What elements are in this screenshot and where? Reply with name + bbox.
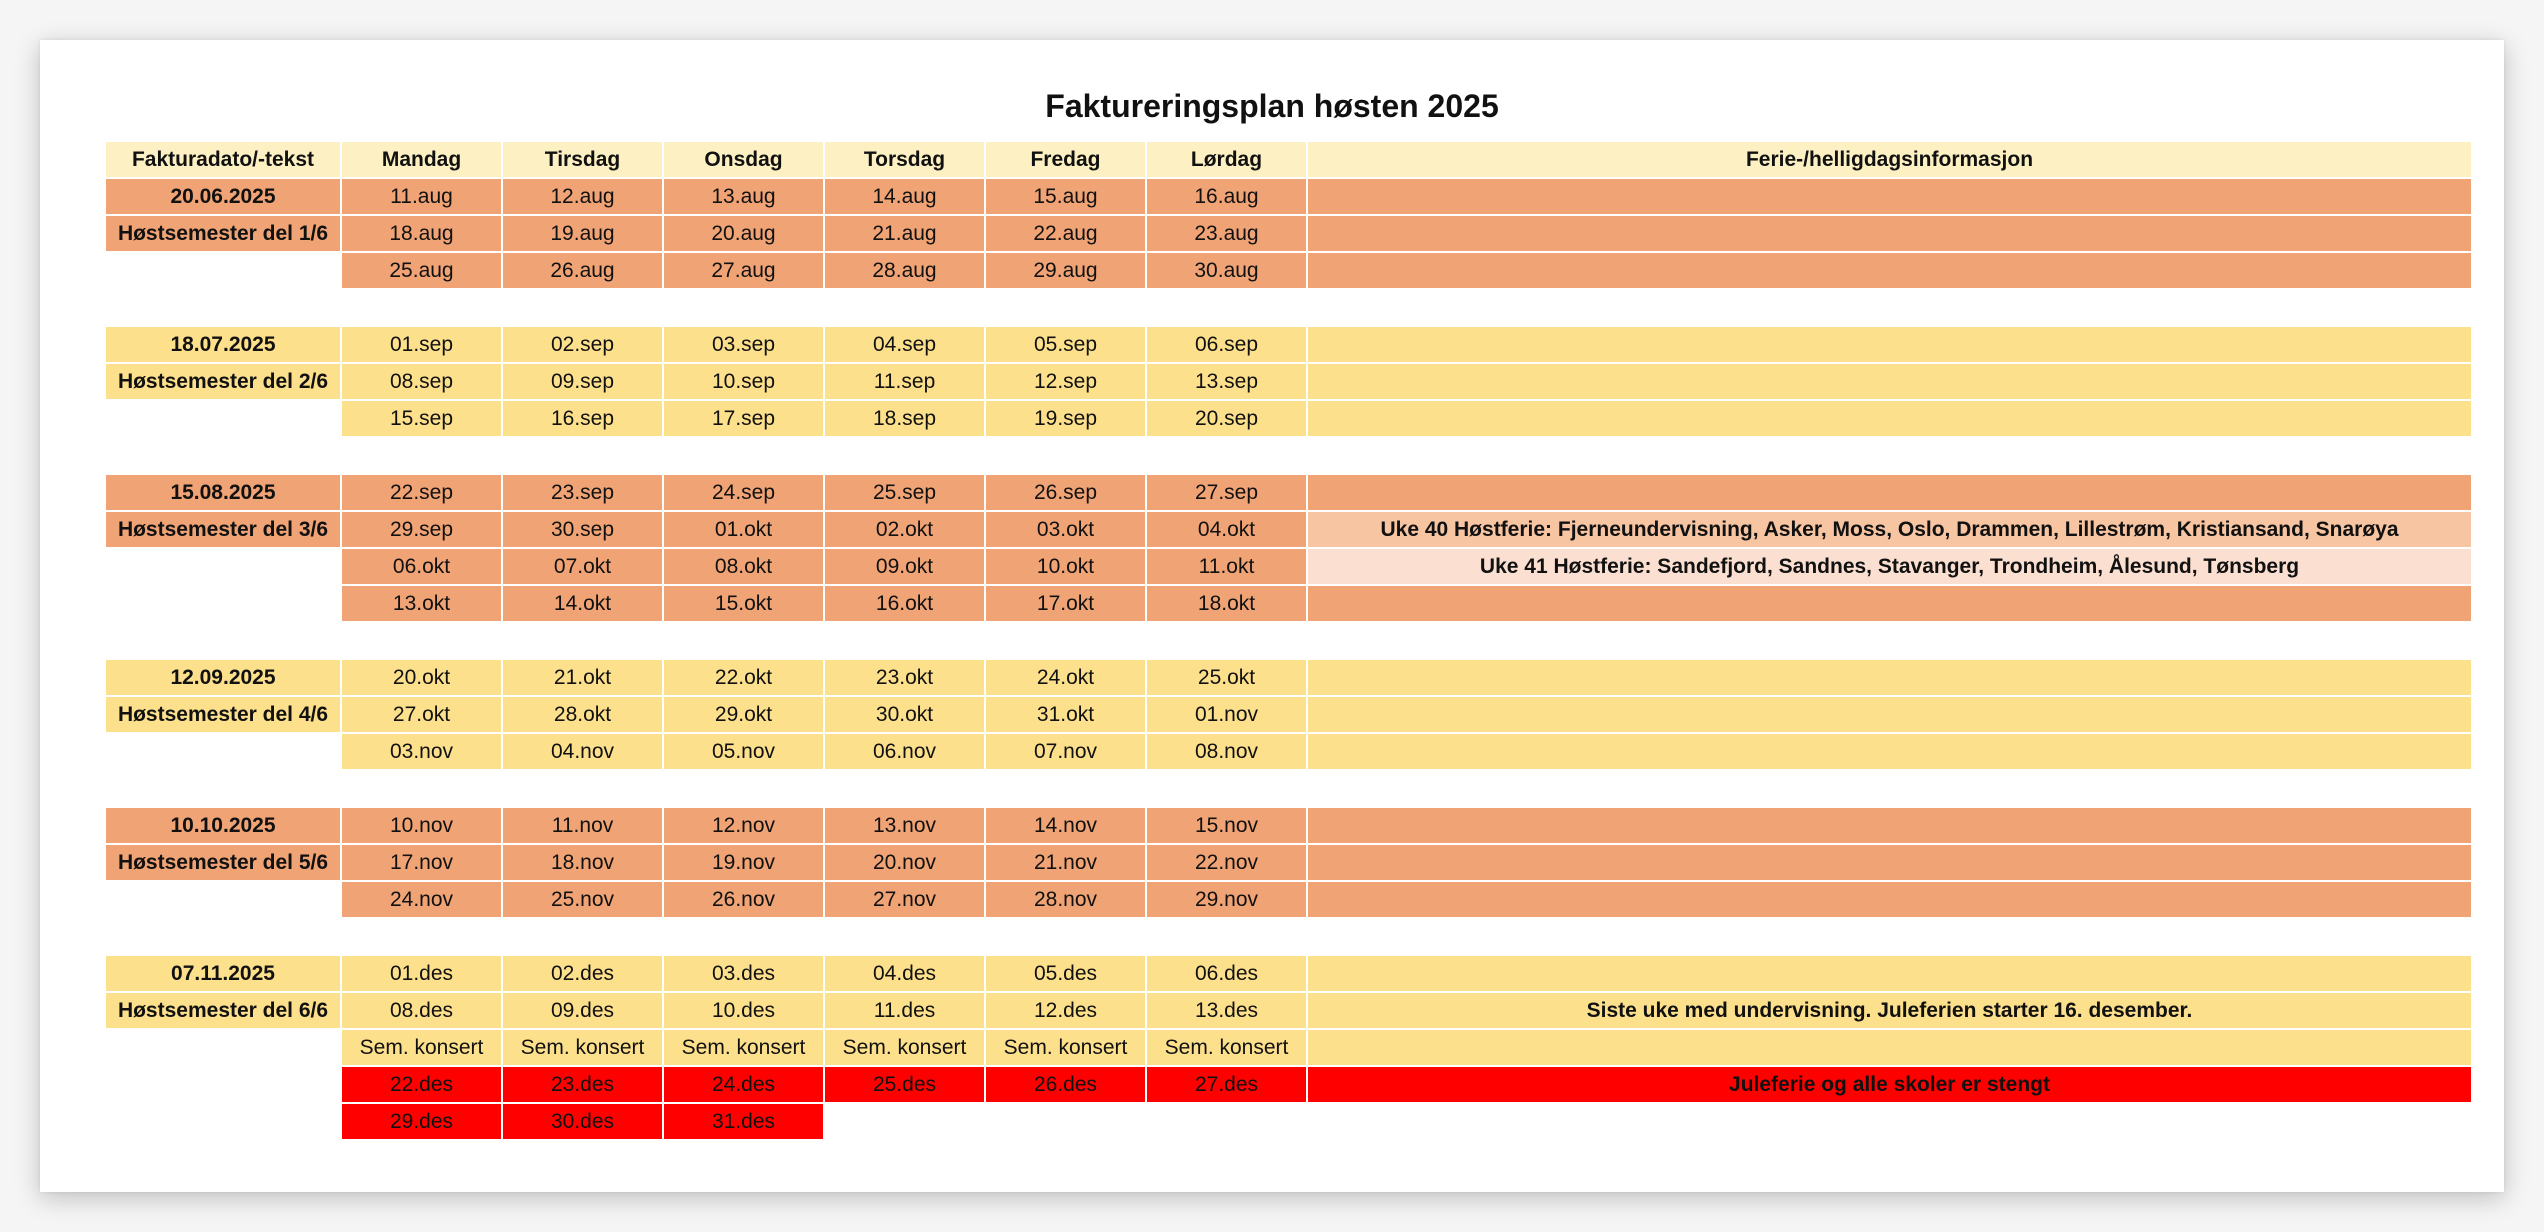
invoice-label bbox=[106, 586, 340, 621]
day-cell: 23.okt bbox=[825, 660, 984, 695]
group-spacer bbox=[106, 771, 340, 806]
day-cell: 20.nov bbox=[825, 845, 984, 880]
day-cell: 05.des bbox=[986, 956, 1145, 991]
day-cell: 01.okt bbox=[664, 512, 823, 547]
day-cell: 20.aug bbox=[664, 216, 823, 251]
day-cell: 29.nov bbox=[1147, 882, 1306, 917]
day-cell: 11.nov bbox=[503, 808, 662, 843]
day-cell: 26.aug bbox=[503, 253, 662, 288]
day-cell: 18.okt bbox=[1147, 586, 1306, 621]
holiday-info-cell bbox=[1308, 660, 2471, 695]
group-spacer bbox=[664, 438, 823, 473]
day-cell: 26.sep bbox=[986, 475, 1145, 510]
day-cell: 10.nov bbox=[342, 808, 501, 843]
group-spacer bbox=[342, 290, 501, 325]
day-cell: 24.okt bbox=[986, 660, 1145, 695]
group-spacer bbox=[825, 438, 984, 473]
day-cell: 03.des bbox=[664, 956, 823, 991]
day-cell: 12.des bbox=[986, 993, 1145, 1028]
group-spacer bbox=[664, 623, 823, 658]
day-cell: 30.sep bbox=[503, 512, 662, 547]
day-cell: 07.nov bbox=[986, 734, 1145, 769]
holiday-info-cell bbox=[1308, 327, 2471, 362]
day-cell: 19.aug bbox=[503, 216, 662, 251]
invoice-label: 20.06.2025 bbox=[106, 179, 340, 214]
day-cell: 04.okt bbox=[1147, 512, 1306, 547]
day-cell: 30.aug bbox=[1147, 253, 1306, 288]
group-spacer bbox=[1308, 438, 2471, 473]
column-header: Tirsdag bbox=[503, 142, 662, 177]
holiday-info-cell bbox=[1308, 179, 2471, 214]
day-cell: 31.des bbox=[664, 1104, 823, 1139]
invoice-label: Høstsemester del 2/6 bbox=[106, 364, 340, 399]
day-cell: 03.okt bbox=[986, 512, 1145, 547]
holiday-info-cell bbox=[1308, 1030, 2471, 1065]
day-cell: 14.okt bbox=[503, 586, 662, 621]
day-cell: 02.sep bbox=[503, 327, 662, 362]
day-cell: 26.nov bbox=[664, 882, 823, 917]
invoice-label bbox=[106, 1067, 340, 1102]
day-cell: 25.sep bbox=[825, 475, 984, 510]
column-header: Torsdag bbox=[825, 142, 984, 177]
day-cell: 27.okt bbox=[342, 697, 501, 732]
group-spacer bbox=[1147, 623, 1306, 658]
holiday-info-cell bbox=[1308, 401, 2471, 436]
day-cell: Sem. konsert bbox=[986, 1030, 1145, 1065]
day-cell: 11.des bbox=[825, 993, 984, 1028]
holiday-info-cell bbox=[1308, 364, 2471, 399]
invoice-label bbox=[106, 1104, 340, 1139]
holiday-info-cell: Juleferie og alle skoler er stengt bbox=[1308, 1067, 2471, 1102]
column-header: Fakturadato/-tekst bbox=[106, 142, 340, 177]
page-title: Faktureringsplan høsten 2025 bbox=[1045, 88, 1499, 124]
day-cell: 12.sep bbox=[986, 364, 1145, 399]
day-cell: 10.okt bbox=[986, 549, 1145, 584]
day-cell: Sem. konsert bbox=[825, 1030, 984, 1065]
day-cell: 27.aug bbox=[664, 253, 823, 288]
day-cell: 16.aug bbox=[1147, 179, 1306, 214]
holiday-info-cell bbox=[1308, 216, 2471, 251]
day-cell: 13.aug bbox=[664, 179, 823, 214]
column-header: Ferie-/helligdagsinformasjon bbox=[1308, 142, 2471, 177]
day-cell: 08.nov bbox=[1147, 734, 1306, 769]
holiday-info-cell bbox=[1308, 253, 2471, 288]
day-cell: 29.sep bbox=[342, 512, 501, 547]
group-spacer bbox=[1147, 438, 1306, 473]
group-spacer bbox=[825, 919, 984, 954]
day-cell: 08.okt bbox=[664, 549, 823, 584]
group-spacer bbox=[986, 623, 1145, 658]
invoice-label bbox=[106, 549, 340, 584]
day-cell: 22.okt bbox=[664, 660, 823, 695]
day-cell: Sem. konsert bbox=[664, 1030, 823, 1065]
day-cell: 05.nov bbox=[664, 734, 823, 769]
billing-schedule-table bbox=[106, 142, 2471, 1139]
holiday-info-cell: Uke 41 Høstferie: Sandefjord, Sandnes, Stavanger, Trondheim, Ålesund, Tønsberg bbox=[1308, 549, 2471, 584]
invoice-label: 15.08.2025 bbox=[106, 475, 340, 510]
holiday-info-cell bbox=[1308, 586, 2471, 621]
day-cell: 17.sep bbox=[664, 401, 823, 436]
group-spacer bbox=[825, 623, 984, 658]
group-spacer bbox=[825, 290, 984, 325]
invoice-label: 18.07.2025 bbox=[106, 327, 340, 362]
day-cell: 21.okt bbox=[503, 660, 662, 695]
day-cell: 24.nov bbox=[342, 882, 501, 917]
group-spacer bbox=[503, 438, 662, 473]
day-cell: 22.nov bbox=[1147, 845, 1306, 880]
day-cell: 06.okt bbox=[342, 549, 501, 584]
day-cell: Sem. konsert bbox=[503, 1030, 662, 1065]
holiday-info-cell: Siste uke med undervisning. Juleferien starter 16. desember. bbox=[1308, 993, 2471, 1028]
day-cell: 21.aug bbox=[825, 216, 984, 251]
group-spacer bbox=[503, 623, 662, 658]
day-cell: 08.des bbox=[342, 993, 501, 1028]
group-spacer bbox=[503, 919, 662, 954]
day-cell: 27.nov bbox=[825, 882, 984, 917]
group-spacer bbox=[342, 623, 501, 658]
day-cell: 18.aug bbox=[342, 216, 501, 251]
group-spacer bbox=[106, 919, 340, 954]
day-cell: 13.sep bbox=[1147, 364, 1306, 399]
day-cell: 25.aug bbox=[342, 253, 501, 288]
day-cell: 30.okt bbox=[825, 697, 984, 732]
invoice-label: Høstsemester del 4/6 bbox=[106, 697, 340, 732]
day-cell: 15.okt bbox=[664, 586, 823, 621]
day-cell: 17.nov bbox=[342, 845, 501, 880]
day-cell: 03.sep bbox=[664, 327, 823, 362]
group-spacer bbox=[986, 771, 1145, 806]
day-cell: 06.nov bbox=[825, 734, 984, 769]
column-header: Onsdag bbox=[664, 142, 823, 177]
day-cell: 22.aug bbox=[986, 216, 1145, 251]
group-spacer bbox=[986, 919, 1145, 954]
day-cell: 05.sep bbox=[986, 327, 1145, 362]
day-cell: 13.des bbox=[1147, 993, 1306, 1028]
day-cell: 12.nov bbox=[664, 808, 823, 843]
day-cell bbox=[825, 1104, 984, 1139]
day-cell: 07.okt bbox=[503, 549, 662, 584]
day-cell: 18.nov bbox=[503, 845, 662, 880]
day-cell: 29.aug bbox=[986, 253, 1145, 288]
day-cell: 06.des bbox=[1147, 956, 1306, 991]
holiday-info-cell bbox=[1308, 697, 2471, 732]
group-spacer bbox=[342, 438, 501, 473]
invoice-label bbox=[106, 734, 340, 769]
day-cell: 17.okt bbox=[986, 586, 1145, 621]
group-spacer bbox=[1308, 919, 2471, 954]
group-spacer bbox=[825, 771, 984, 806]
group-spacer bbox=[1308, 771, 2471, 806]
day-cell: 15.sep bbox=[342, 401, 501, 436]
day-cell: 31.okt bbox=[986, 697, 1145, 732]
day-cell: 28.aug bbox=[825, 253, 984, 288]
day-cell: 04.des bbox=[825, 956, 984, 991]
invoice-label: Høstsemester del 3/6 bbox=[106, 512, 340, 547]
day-cell: 22.sep bbox=[342, 475, 501, 510]
group-spacer bbox=[664, 290, 823, 325]
day-cell: 23.sep bbox=[503, 475, 662, 510]
invoice-label: Høstsemester del 5/6 bbox=[106, 845, 340, 880]
day-cell: 09.sep bbox=[503, 364, 662, 399]
day-cell: 02.okt bbox=[825, 512, 984, 547]
group-spacer bbox=[986, 438, 1145, 473]
day-cell: 04.nov bbox=[503, 734, 662, 769]
holiday-info-cell bbox=[1308, 882, 2471, 917]
invoice-label bbox=[106, 401, 340, 436]
day-cell: 28.nov bbox=[986, 882, 1145, 917]
day-cell: 13.nov bbox=[825, 808, 984, 843]
day-cell bbox=[1147, 1104, 1306, 1139]
group-spacer bbox=[342, 771, 501, 806]
day-cell: 23.aug bbox=[1147, 216, 1306, 251]
day-cell: 09.des bbox=[503, 993, 662, 1028]
holiday-info-cell bbox=[1308, 808, 2471, 843]
invoice-label: Høstsemester del 1/6 bbox=[106, 216, 340, 251]
group-spacer bbox=[1308, 623, 2471, 658]
group-spacer bbox=[1147, 771, 1306, 806]
day-cell: 25.nov bbox=[503, 882, 662, 917]
invoice-label bbox=[106, 253, 340, 288]
invoice-label: Høstsemester del 6/6 bbox=[106, 993, 340, 1028]
day-cell: 14.nov bbox=[986, 808, 1145, 843]
group-spacer bbox=[1308, 290, 2471, 325]
day-cell: 29.okt bbox=[664, 697, 823, 732]
day-cell: 20.okt bbox=[342, 660, 501, 695]
spreadsheet-page bbox=[40, 40, 2504, 1192]
group-spacer bbox=[342, 919, 501, 954]
day-cell: 25.okt bbox=[1147, 660, 1306, 695]
holiday-info-cell bbox=[1308, 845, 2471, 880]
day-cell: 29.des bbox=[342, 1104, 501, 1139]
group-spacer bbox=[664, 771, 823, 806]
invoice-label bbox=[106, 882, 340, 917]
day-cell: 11.sep bbox=[825, 364, 984, 399]
day-cell: 11.okt bbox=[1147, 549, 1306, 584]
day-cell: 08.sep bbox=[342, 364, 501, 399]
group-spacer bbox=[1147, 290, 1306, 325]
day-cell: 16.sep bbox=[503, 401, 662, 436]
day-cell: 18.sep bbox=[825, 401, 984, 436]
day-cell: 14.aug bbox=[825, 179, 984, 214]
day-cell: 01.nov bbox=[1147, 697, 1306, 732]
day-cell: 20.sep bbox=[1147, 401, 1306, 436]
day-cell: Sem. konsert bbox=[1147, 1030, 1306, 1065]
day-cell: 13.okt bbox=[342, 586, 501, 621]
day-cell: 24.des bbox=[664, 1067, 823, 1102]
invoice-label: 10.10.2025 bbox=[106, 808, 340, 843]
day-cell: 19.nov bbox=[664, 845, 823, 880]
day-cell: 15.nov bbox=[1147, 808, 1306, 843]
group-spacer bbox=[986, 290, 1145, 325]
group-spacer bbox=[106, 290, 340, 325]
day-cell: 03.nov bbox=[342, 734, 501, 769]
day-cell: 25.des bbox=[825, 1067, 984, 1102]
day-cell: 28.okt bbox=[503, 697, 662, 732]
day-cell: Sem. konsert bbox=[342, 1030, 501, 1065]
day-cell: 09.okt bbox=[825, 549, 984, 584]
holiday-info-cell bbox=[1308, 475, 2471, 510]
holiday-info-cell: Uke 40 Høstferie: Fjerneundervisning, Asker, Moss, Oslo, Drammen, Lillestrøm, Kristiansand, Snarøya bbox=[1308, 512, 2471, 547]
day-cell: 24.sep bbox=[664, 475, 823, 510]
day-cell: 06.sep bbox=[1147, 327, 1306, 362]
day-cell: 11.aug bbox=[342, 179, 501, 214]
day-cell bbox=[986, 1104, 1145, 1139]
invoice-label bbox=[106, 1030, 340, 1065]
day-cell: 19.sep bbox=[986, 401, 1145, 436]
day-cell: 26.des bbox=[986, 1067, 1145, 1102]
day-cell: 16.okt bbox=[825, 586, 984, 621]
day-cell: 10.des bbox=[664, 993, 823, 1028]
day-cell: 01.sep bbox=[342, 327, 501, 362]
holiday-info-cell bbox=[1308, 956, 2471, 991]
group-spacer bbox=[106, 623, 340, 658]
group-spacer bbox=[106, 438, 340, 473]
group-spacer bbox=[503, 771, 662, 806]
day-cell: 01.des bbox=[342, 956, 501, 991]
day-cell: 02.des bbox=[503, 956, 662, 991]
day-cell: 27.sep bbox=[1147, 475, 1306, 510]
day-cell: 22.des bbox=[342, 1067, 501, 1102]
holiday-info-cell bbox=[1308, 734, 2471, 769]
invoice-label: 07.11.2025 bbox=[106, 956, 340, 991]
day-cell: 30.des bbox=[503, 1104, 662, 1139]
group-spacer bbox=[1147, 919, 1306, 954]
day-cell: 12.aug bbox=[503, 179, 662, 214]
day-cell: 27.des bbox=[1147, 1067, 1306, 1102]
day-cell: 04.sep bbox=[825, 327, 984, 362]
day-cell: 23.des bbox=[503, 1067, 662, 1102]
column-header: Mandag bbox=[342, 142, 501, 177]
holiday-info-cell bbox=[1308, 1104, 2471, 1139]
group-spacer bbox=[664, 919, 823, 954]
day-cell: 10.sep bbox=[664, 364, 823, 399]
column-header: Lørdag bbox=[1147, 142, 1306, 177]
invoice-label: 12.09.2025 bbox=[106, 660, 340, 695]
day-cell: 21.nov bbox=[986, 845, 1145, 880]
group-spacer bbox=[503, 290, 662, 325]
column-header: Fredag bbox=[986, 142, 1145, 177]
day-cell: 15.aug bbox=[986, 179, 1145, 214]
